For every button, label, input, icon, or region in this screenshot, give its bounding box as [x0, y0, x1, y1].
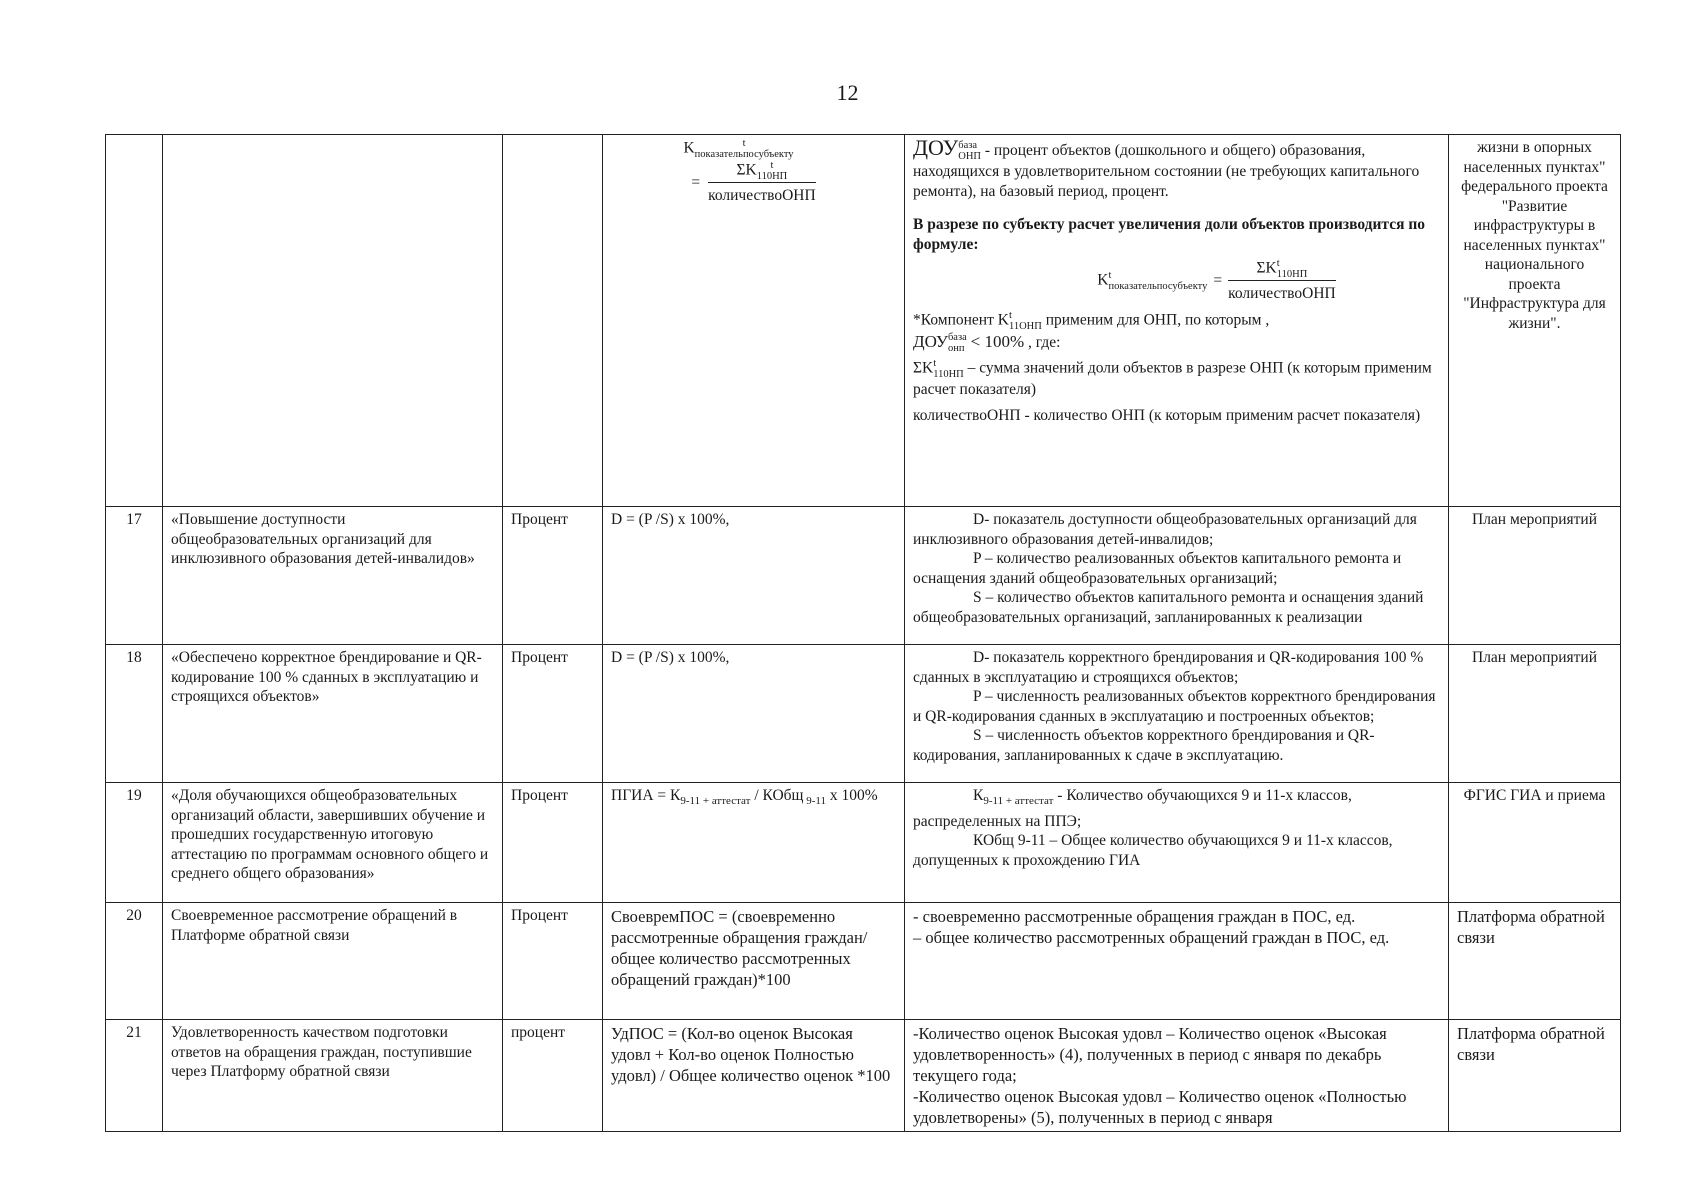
cell-formula — [603, 135, 905, 507]
desc-formula-eq: = — [1213, 272, 1223, 290]
formula-numerator: ΣK — [736, 161, 757, 179]
row-number: 17 — [106, 507, 163, 645]
component-k-sup: t — [1008, 309, 1012, 321]
desc-count — [913, 406, 1440, 426]
formula-num-sub: 110НП — [756, 171, 788, 182]
component-prefix: *Компонент — [913, 311, 994, 329]
formula-part: ПГИА = К — [611, 787, 681, 804]
sum-k: ΣK — [913, 359, 934, 377]
formula-subject-share — [611, 138, 896, 206]
dou2-sup: база — [947, 332, 967, 344]
dou2-tail: , где: — [1028, 333, 1061, 351]
row-source: Платформа обратной связи — [1449, 903, 1621, 1020]
row-description — [905, 645, 1449, 783]
dou2-sub: онп — [947, 343, 965, 355]
desc-dou-condition — [913, 332, 1440, 354]
cell-unit — [503, 135, 603, 507]
page-number: 12 — [836, 80, 859, 105]
dou-text: - процент объектов (дошкольного и общего) образования, находящихся в удовлетворительном состоянии (не требующих капитального ремонта), на базовый период, процент. — [913, 142, 1420, 200]
desc-bold-heading: В разрезе по субъекту расчет увеличения доли объектов производится по формуле: — [913, 216, 1426, 253]
row-indicator-name: Своевременное рассмотрение обращений в Платформе обратной связи — [163, 903, 503, 1020]
row-description — [905, 507, 1449, 645]
dou2-condition: < 100% — [970, 331, 1025, 351]
table-row — [106, 1020, 1621, 1132]
sum-k-sup: t — [933, 358, 937, 370]
row-desc-line: D- показатель корректного брендирования и QR-кодирования 100 % сданных в эксплуатацию и строящихся объектов; — [913, 649, 1424, 686]
desc-formula-num: ΣK — [1256, 260, 1277, 277]
row-formula: D = (P /S) х 100%, — [603, 507, 905, 645]
row-indicator-name: «Обеспечено корректное брендирование и QR-кодирование 100 % сданных в эксплуатацию и строящихся объектов» — [163, 645, 503, 783]
row-indicator-name: «Повышение доступности общеобразовательных организаций для инклюзивного образования детей-инвалидов» — [163, 507, 503, 645]
row-desc-line: КОбщ 9-11 – Общее количество обучающихся 9 и 11-х классов, допущенных к прохождению ГИА — [913, 832, 1393, 869]
row-desc-line: - своевременно рассмотренные обращения граждан в ПОС, ед. — [913, 907, 1356, 926]
sum-text: – сумма значений доли объектов в разрезе ОНП (к которым применим расчет показателя) — [913, 359, 1432, 399]
desc-text: - Количество обучающихся 9 и 11-х классов, распределенных на ППЭ; — [913, 787, 1352, 830]
row-description — [905, 903, 1449, 1020]
sum-k-sub: 110НП — [933, 369, 964, 381]
row-desc-line: -Количество оценок Высокая удовл – Количество оценок «Полностью удовлетворены» (5), полученных в период с января — [913, 1087, 1407, 1127]
formula-k-sub: показательпосубъекту — [694, 149, 794, 160]
desc-component — [913, 310, 1440, 332]
row-desc-line: S – численность объектов корректного брендирования и QR-кодирования, запланированных к сдаче в эксплуатацию. — [913, 727, 1375, 764]
formula-num-sup: t — [770, 160, 774, 171]
row-source: Платформа обратной связи — [1449, 1020, 1621, 1132]
formula-part: х 100% — [825, 787, 878, 804]
row-formula: УдПОС = (Кол-во оценок Высокая удовл + Кол-во оценок Полностью удовл) / Общее количество оценок *100 — [603, 1020, 905, 1132]
cell-name — [163, 135, 503, 507]
formula-fraction — [708, 160, 816, 206]
row-indicator-name: Удовлетворенность качеством подготовки ответов на обращения граждан, поступившие через Платформу обратной связи — [163, 1020, 503, 1132]
row-number: 20 — [106, 903, 163, 1020]
desc-formula-den: количествоОНП — [1228, 280, 1336, 304]
row-description — [905, 783, 1449, 903]
formula-k: K — [683, 139, 695, 157]
row-desc-line: S – количество объектов капитального ремонта и оснащения зданий общеобразовательных организаций, запланированных к реализации — [913, 589, 1424, 626]
count-text: - количество ОНП (к которым применим расчет показателя) — [1020, 406, 1421, 424]
row-source: План мероприятий — [1449, 645, 1621, 783]
row-formula: СвоевремПОС = (своевременно рассмотренные обращения граждан/общее количество рассмотренных обращений граждан)*100 — [603, 903, 905, 1020]
row-desc-line: D- показатель доступности общеобразовательных организаций для инклюзивного образования детей-инвалидов; — [913, 511, 1417, 548]
row-number: 21 — [106, 1020, 163, 1132]
row-unit: Процент — [503, 783, 603, 903]
desc-formula-num-sub: 110НП — [1276, 269, 1308, 281]
dou2-symbol: ДОУ — [913, 331, 948, 351]
row-unit: Процент — [503, 903, 603, 1020]
table-row — [106, 507, 1621, 645]
row-indicator-name: «Доля обучающихся общеобразовательных организаций области, завершивших обучение и прошедших государственную итоговую аттестацию по программам основного общего и среднего общего образования» — [163, 783, 503, 903]
desc-k: К — [973, 787, 984, 804]
table-row — [106, 903, 1621, 1020]
row-formula: D = (P /S) х 100%, — [603, 645, 905, 783]
desc-formula-num-sup: t — [1276, 258, 1280, 270]
desc-k-sub: 9-11 + аттестат — [983, 795, 1054, 808]
component-k: K — [997, 311, 1009, 329]
indicators-table — [105, 134, 1621, 1132]
dou-symbol: ДОУ — [913, 135, 959, 160]
cell-description — [905, 135, 1449, 507]
row-unit: процент — [503, 1020, 603, 1132]
cell-num — [106, 135, 163, 507]
formula-eq: = — [691, 174, 701, 191]
row-formula — [603, 783, 905, 903]
formula-denominator: количествоОНП — [708, 182, 816, 206]
dou-sub: ОНП — [958, 151, 981, 163]
row-desc-line: P – численность реализованных объектов корректного брендирования и QR-кодирования сданных в эксплуатацию и построенных объектов; — [913, 688, 1436, 725]
row-source: План мероприятий — [1449, 507, 1621, 645]
row-desc-line: – общее количество рассмотренных обращений граждан в ПОС, ед. — [913, 928, 1390, 947]
desc-dou — [913, 135, 1440, 201]
row-desc-line — [913, 786, 1440, 831]
formula-k-sup: t — [742, 138, 746, 149]
row-unit: Процент — [503, 645, 603, 783]
row-desc-line: P – количество реализованных объектов капитального ремонта и оснащения зданий общеобразовательных организаций; — [913, 550, 1402, 587]
row-number: 18 — [106, 645, 163, 783]
desc-formula-k-sub: показательпосубъекту — [1108, 281, 1208, 293]
desc-formula — [993, 258, 1440, 304]
table-row — [106, 645, 1621, 783]
count-label: количествоОНП — [913, 406, 1021, 424]
component-k-sub: 11ОНП — [1008, 320, 1042, 332]
row-unit: Процент — [503, 507, 603, 645]
desc-formula-k-sup: t — [1108, 270, 1112, 282]
desc-sum — [913, 358, 1440, 400]
cell-source: жизни в опорных населенных пунктах" федерального проекта "Развитие инфраструктуры в населенных пунктах" национального проекта "Инфраструктура для жизни". — [1449, 135, 1621, 507]
dou-sup: база — [958, 140, 978, 152]
row-desc-line: -Количество оценок Высокая удовл – Количество оценок «Высокая удовлетворенность» (4), полученных в период с января по декабрь текущего года; — [913, 1024, 1387, 1085]
component-suffix: применим для ОНП, по которым , — [1045, 311, 1270, 329]
desc-formula-k: K — [1097, 271, 1109, 289]
desc-formula-fraction — [1228, 258, 1336, 304]
row-description — [905, 1020, 1449, 1132]
table-row — [106, 783, 1621, 903]
row-source: ФГИС ГИА и приема — [1449, 783, 1621, 903]
row-number: 19 — [106, 783, 163, 903]
formula-subscript: 9-11 + аттестат — [680, 795, 751, 808]
formula-subscript: 9-11 — [803, 795, 826, 808]
table-row-continued — [106, 135, 1621, 507]
formula-part: / КОбщ — [750, 787, 804, 804]
